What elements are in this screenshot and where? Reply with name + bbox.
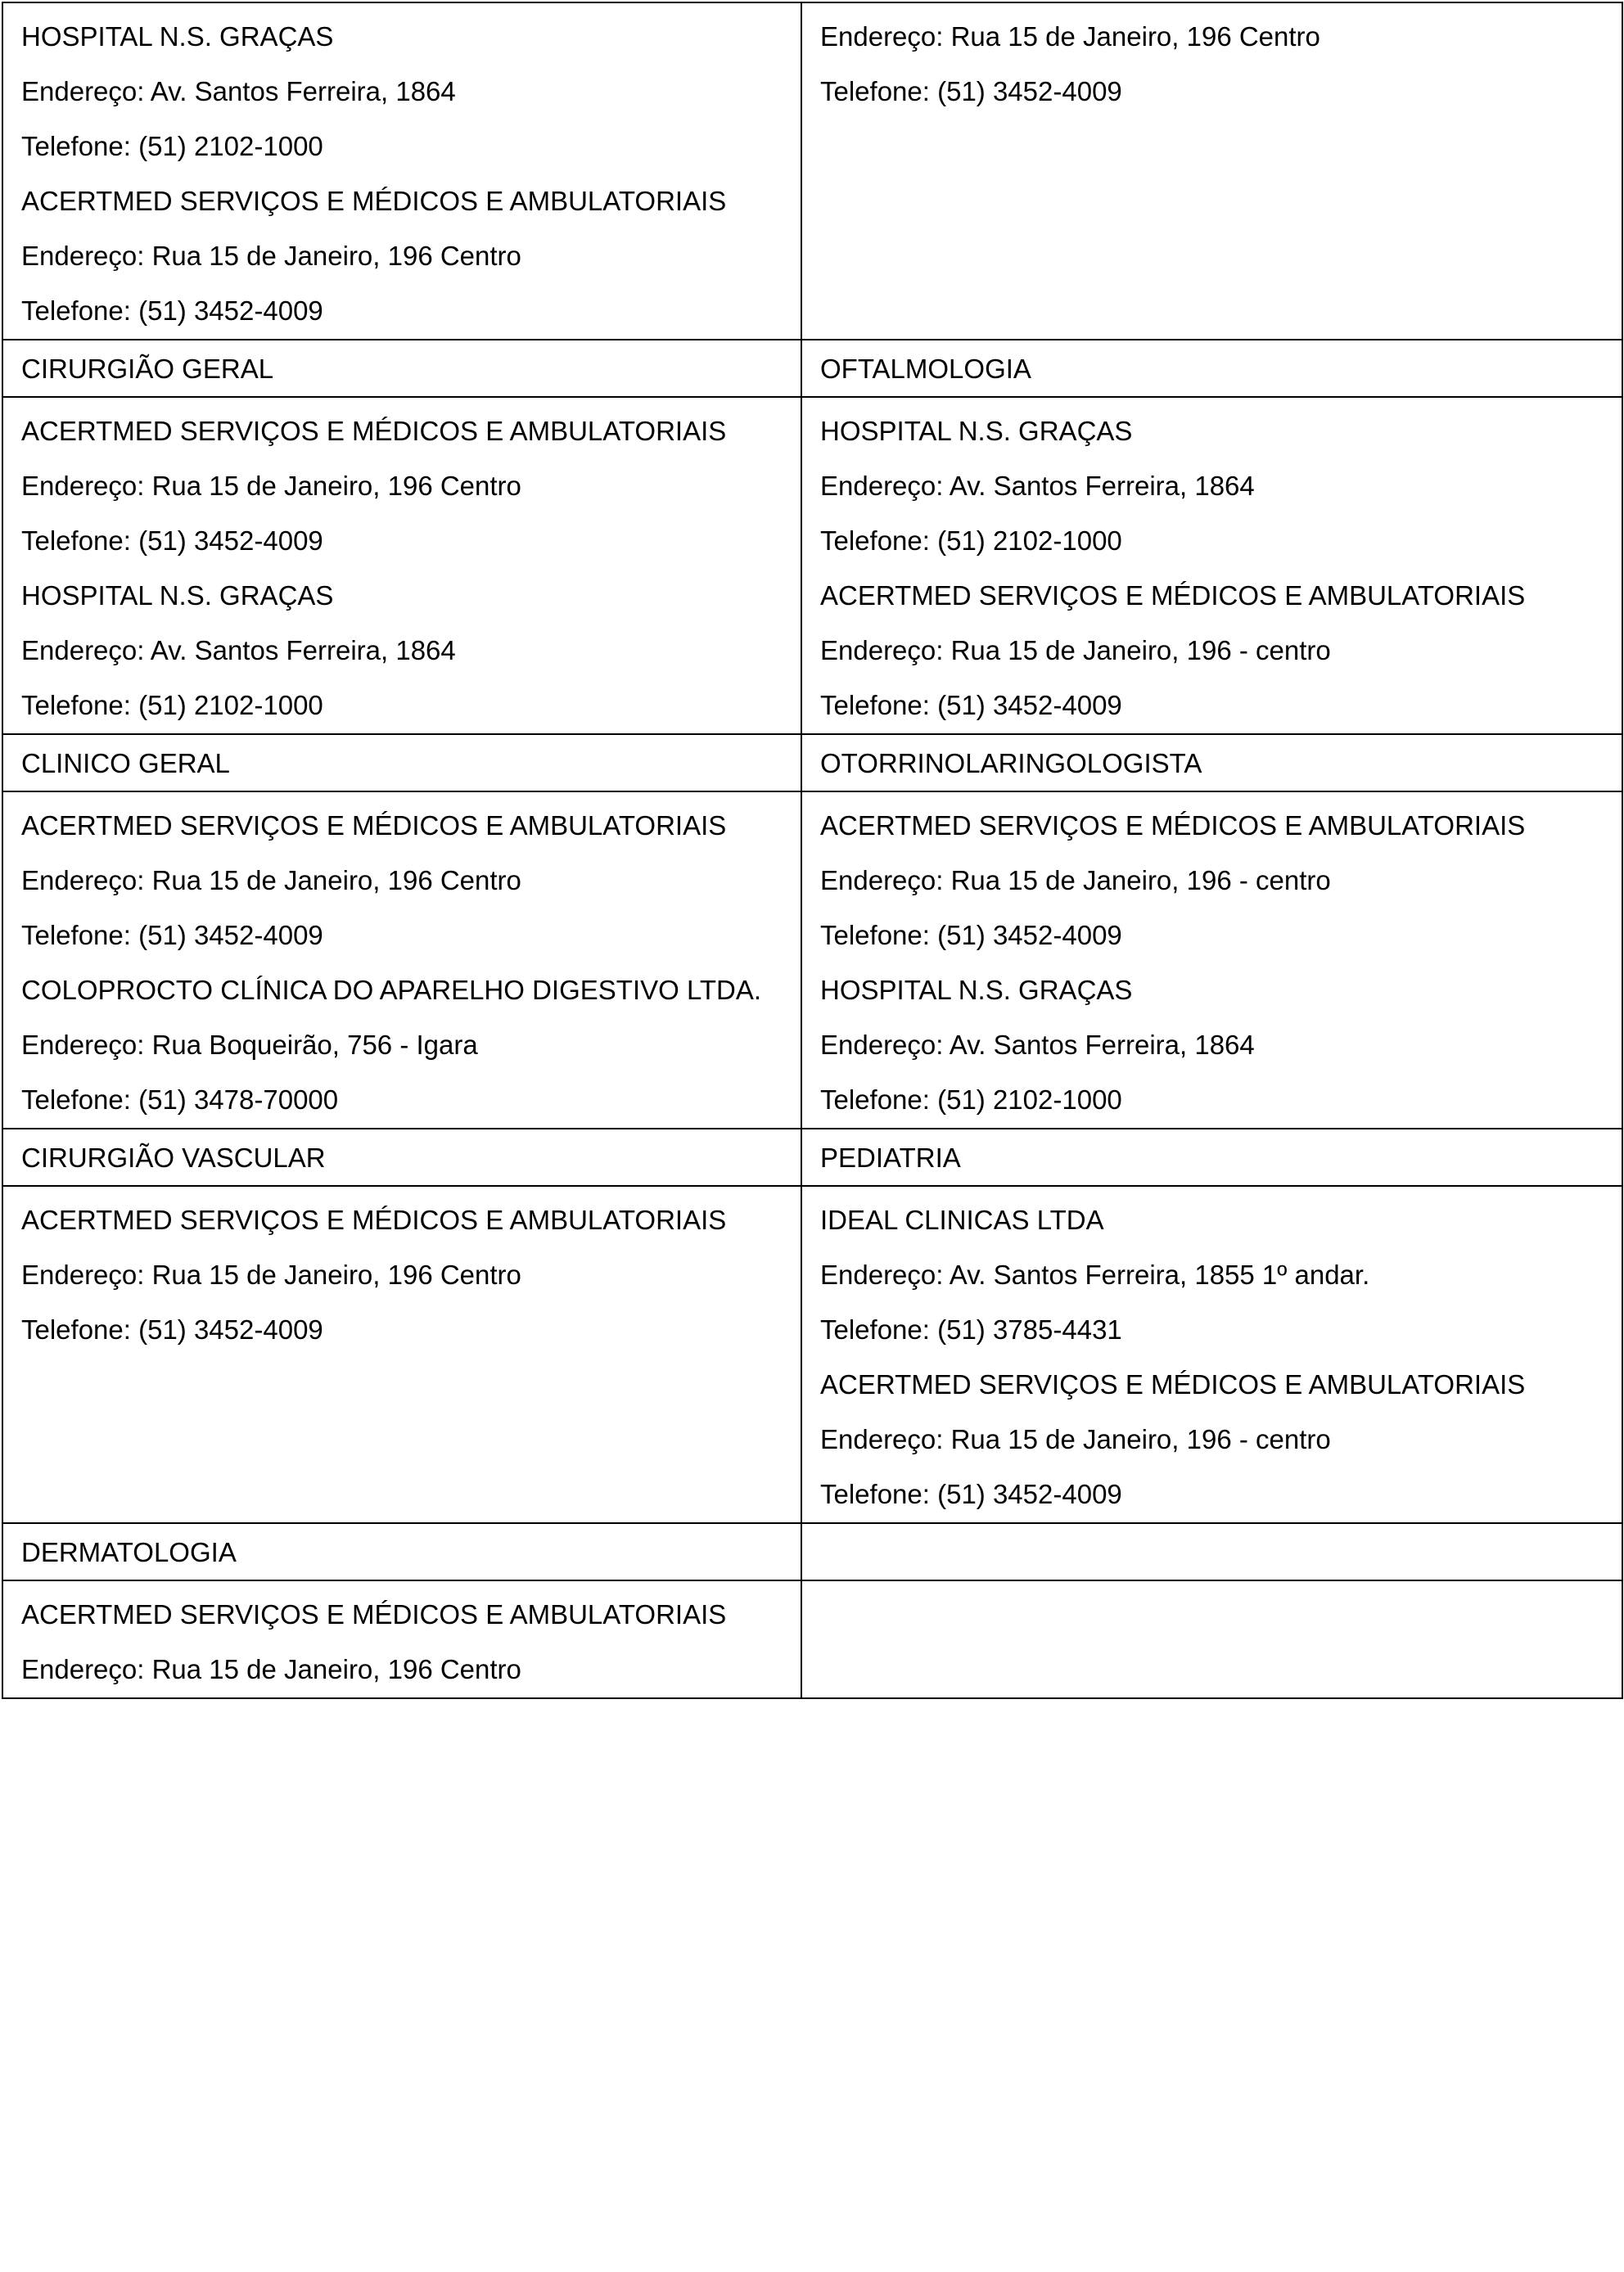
- provider-phone: Telefone: (51) 2102-1000: [21, 131, 323, 161]
- provider-name: ACERTMED SERVIÇOS E MÉDICOS E AMBULATORIAIS: [21, 186, 727, 216]
- provider-cell: [801, 2, 1622, 340]
- provider-cell: [2, 397, 801, 734]
- provider-name: ACERTMED SERVIÇOS E MÉDICOS E AMBULATORIAIS: [21, 416, 727, 446]
- provider-name: HOSPITAL N.S. GRAÇAS: [820, 975, 1133, 1005]
- provider-cell: [2, 791, 801, 1129]
- provider-phone: Telefone: (51) 3452-4009: [21, 920, 323, 950]
- provider-cell: [801, 791, 1622, 1129]
- provider-cell: [2, 2, 801, 340]
- provider-cell: [2, 1186, 801, 1523]
- provider-address: Endereço: Rua 15 de Janeiro, 196 - centro: [820, 1424, 1331, 1454]
- table-row: [2, 340, 1622, 397]
- provider-phone: Telefone: (51) 2102-1000: [820, 1084, 1122, 1115]
- specialty-heading: PEDIATRIA: [801, 1129, 1622, 1186]
- provider-phone: Telefone: (51) 2102-1000: [820, 525, 1122, 556]
- provider-address: Endereço: Rua 15 de Janeiro, 196 Centro: [21, 865, 521, 895]
- specialty-heading-empty: [801, 1523, 1622, 1580]
- table-row: [2, 734, 1622, 791]
- table-row: [2, 1580, 1622, 1698]
- provider-name: HOSPITAL N.S. GRAÇAS: [21, 21, 334, 52]
- provider-name: HOSPITAL N.S. GRAÇAS: [820, 416, 1133, 446]
- provider-phone: Telefone: (51) 3452-4009: [820, 920, 1122, 950]
- specialty-heading: CLINICO GERAL: [2, 734, 801, 791]
- provider-phone: Telefone: (51) 3452-4009: [21, 525, 323, 556]
- provider-address: Endereço: Rua 15 de Janeiro, 196 - centro: [820, 865, 1331, 895]
- provider-phone: Telefone: (51) 2102-1000: [21, 690, 323, 720]
- provider-cell: [801, 1186, 1622, 1523]
- provider-phone: Telefone: (51) 3478-70000: [21, 1084, 339, 1115]
- provider-name: ACERTMED SERVIÇOS E MÉDICOS E AMBULATORIAIS: [21, 1599, 727, 1630]
- provider-address: Endereço: Av. Santos Ferreira, 1864: [21, 635, 456, 665]
- provider-phone: Telefone: (51) 3785-4431: [820, 1314, 1122, 1345]
- provider-address: Endereço: Av. Santos Ferreira, 1864: [820, 1030, 1255, 1060]
- table-row: [2, 397, 1622, 734]
- provider-phone: Telefone: (51) 3452-4009: [820, 76, 1122, 106]
- table-row: [2, 1186, 1622, 1523]
- specialty-heading: DERMATOLOGIA: [2, 1523, 801, 1580]
- specialty-heading: CIRURGIÃO VASCULAR: [2, 1129, 801, 1186]
- provider-name: ACERTMED SERVIÇOS E MÉDICOS E AMBULATORIAIS: [21, 1205, 727, 1235]
- table-row: [2, 2, 1622, 340]
- provider-name: ACERTMED SERVIÇOS E MÉDICOS E AMBULATORIAIS: [820, 1369, 1526, 1400]
- provider-address: Endereço: Rua 15 de Janeiro, 196 - centro: [820, 635, 1331, 665]
- specialty-heading: CIRURGIÃO GERAL: [2, 340, 801, 397]
- provider-address: Endereço: Rua Boqueirão, 756 - Igara: [21, 1030, 478, 1060]
- provider-name: ACERTMED SERVIÇOS E MÉDICOS E AMBULATORIAIS: [820, 580, 1526, 611]
- document-page: [2, 2, 1623, 1699]
- provider-name: IDEAL CLINICAS LTDA: [820, 1205, 1104, 1235]
- provider-name: ACERTMED SERVIÇOS E MÉDICOS E AMBULATORIAIS: [820, 810, 1526, 841]
- provider-cell: [801, 397, 1622, 734]
- provider-address: Endereço: Av. Santos Ferreira, 1855 1º andar.: [820, 1260, 1370, 1290]
- provider-address: Endereço: Rua 15 de Janeiro, 196 Centro: [21, 1654, 521, 1684]
- table-row: [2, 1523, 1622, 1580]
- provider-phone: Telefone: (51) 3452-4009: [21, 1314, 323, 1345]
- provider-phone: Telefone: (51) 3452-4009: [820, 1479, 1122, 1509]
- provider-address: Endereço: Rua 15 de Janeiro, 196 Centro: [21, 241, 521, 271]
- provider-address: Endereço: Av. Santos Ferreira, 1864: [21, 76, 456, 106]
- provider-phone: Telefone: (51) 3452-4009: [820, 690, 1122, 720]
- table-row: [2, 791, 1622, 1129]
- provider-address: Endereço: Rua 15 de Janeiro, 196 Centro: [21, 471, 521, 501]
- specialty-heading: OFTALMOLOGIA: [801, 340, 1622, 397]
- specialty-heading: OTORRINOLARINGOLOGISTA: [801, 734, 1622, 791]
- provider-directory-table: [2, 2, 1623, 1699]
- provider-cell-empty: [801, 1580, 1622, 1698]
- table-row: [2, 1129, 1622, 1186]
- provider-cell: [2, 1580, 801, 1698]
- provider-address: Endereço: Rua 15 de Janeiro, 196 Centro: [21, 1260, 521, 1290]
- provider-name: HOSPITAL N.S. GRAÇAS: [21, 580, 334, 611]
- provider-address: Endereço: Av. Santos Ferreira, 1864: [820, 471, 1255, 501]
- provider-name: COLOPROCTO CLÍNICA DO APARELHO DIGESTIVO LTDA.: [21, 975, 762, 1005]
- provider-name: ACERTMED SERVIÇOS E MÉDICOS E AMBULATORIAIS: [21, 810, 727, 841]
- provider-phone: Telefone: (51) 3452-4009: [21, 295, 323, 326]
- provider-address: Endereço: Rua 15 de Janeiro, 196 Centro: [820, 21, 1320, 52]
